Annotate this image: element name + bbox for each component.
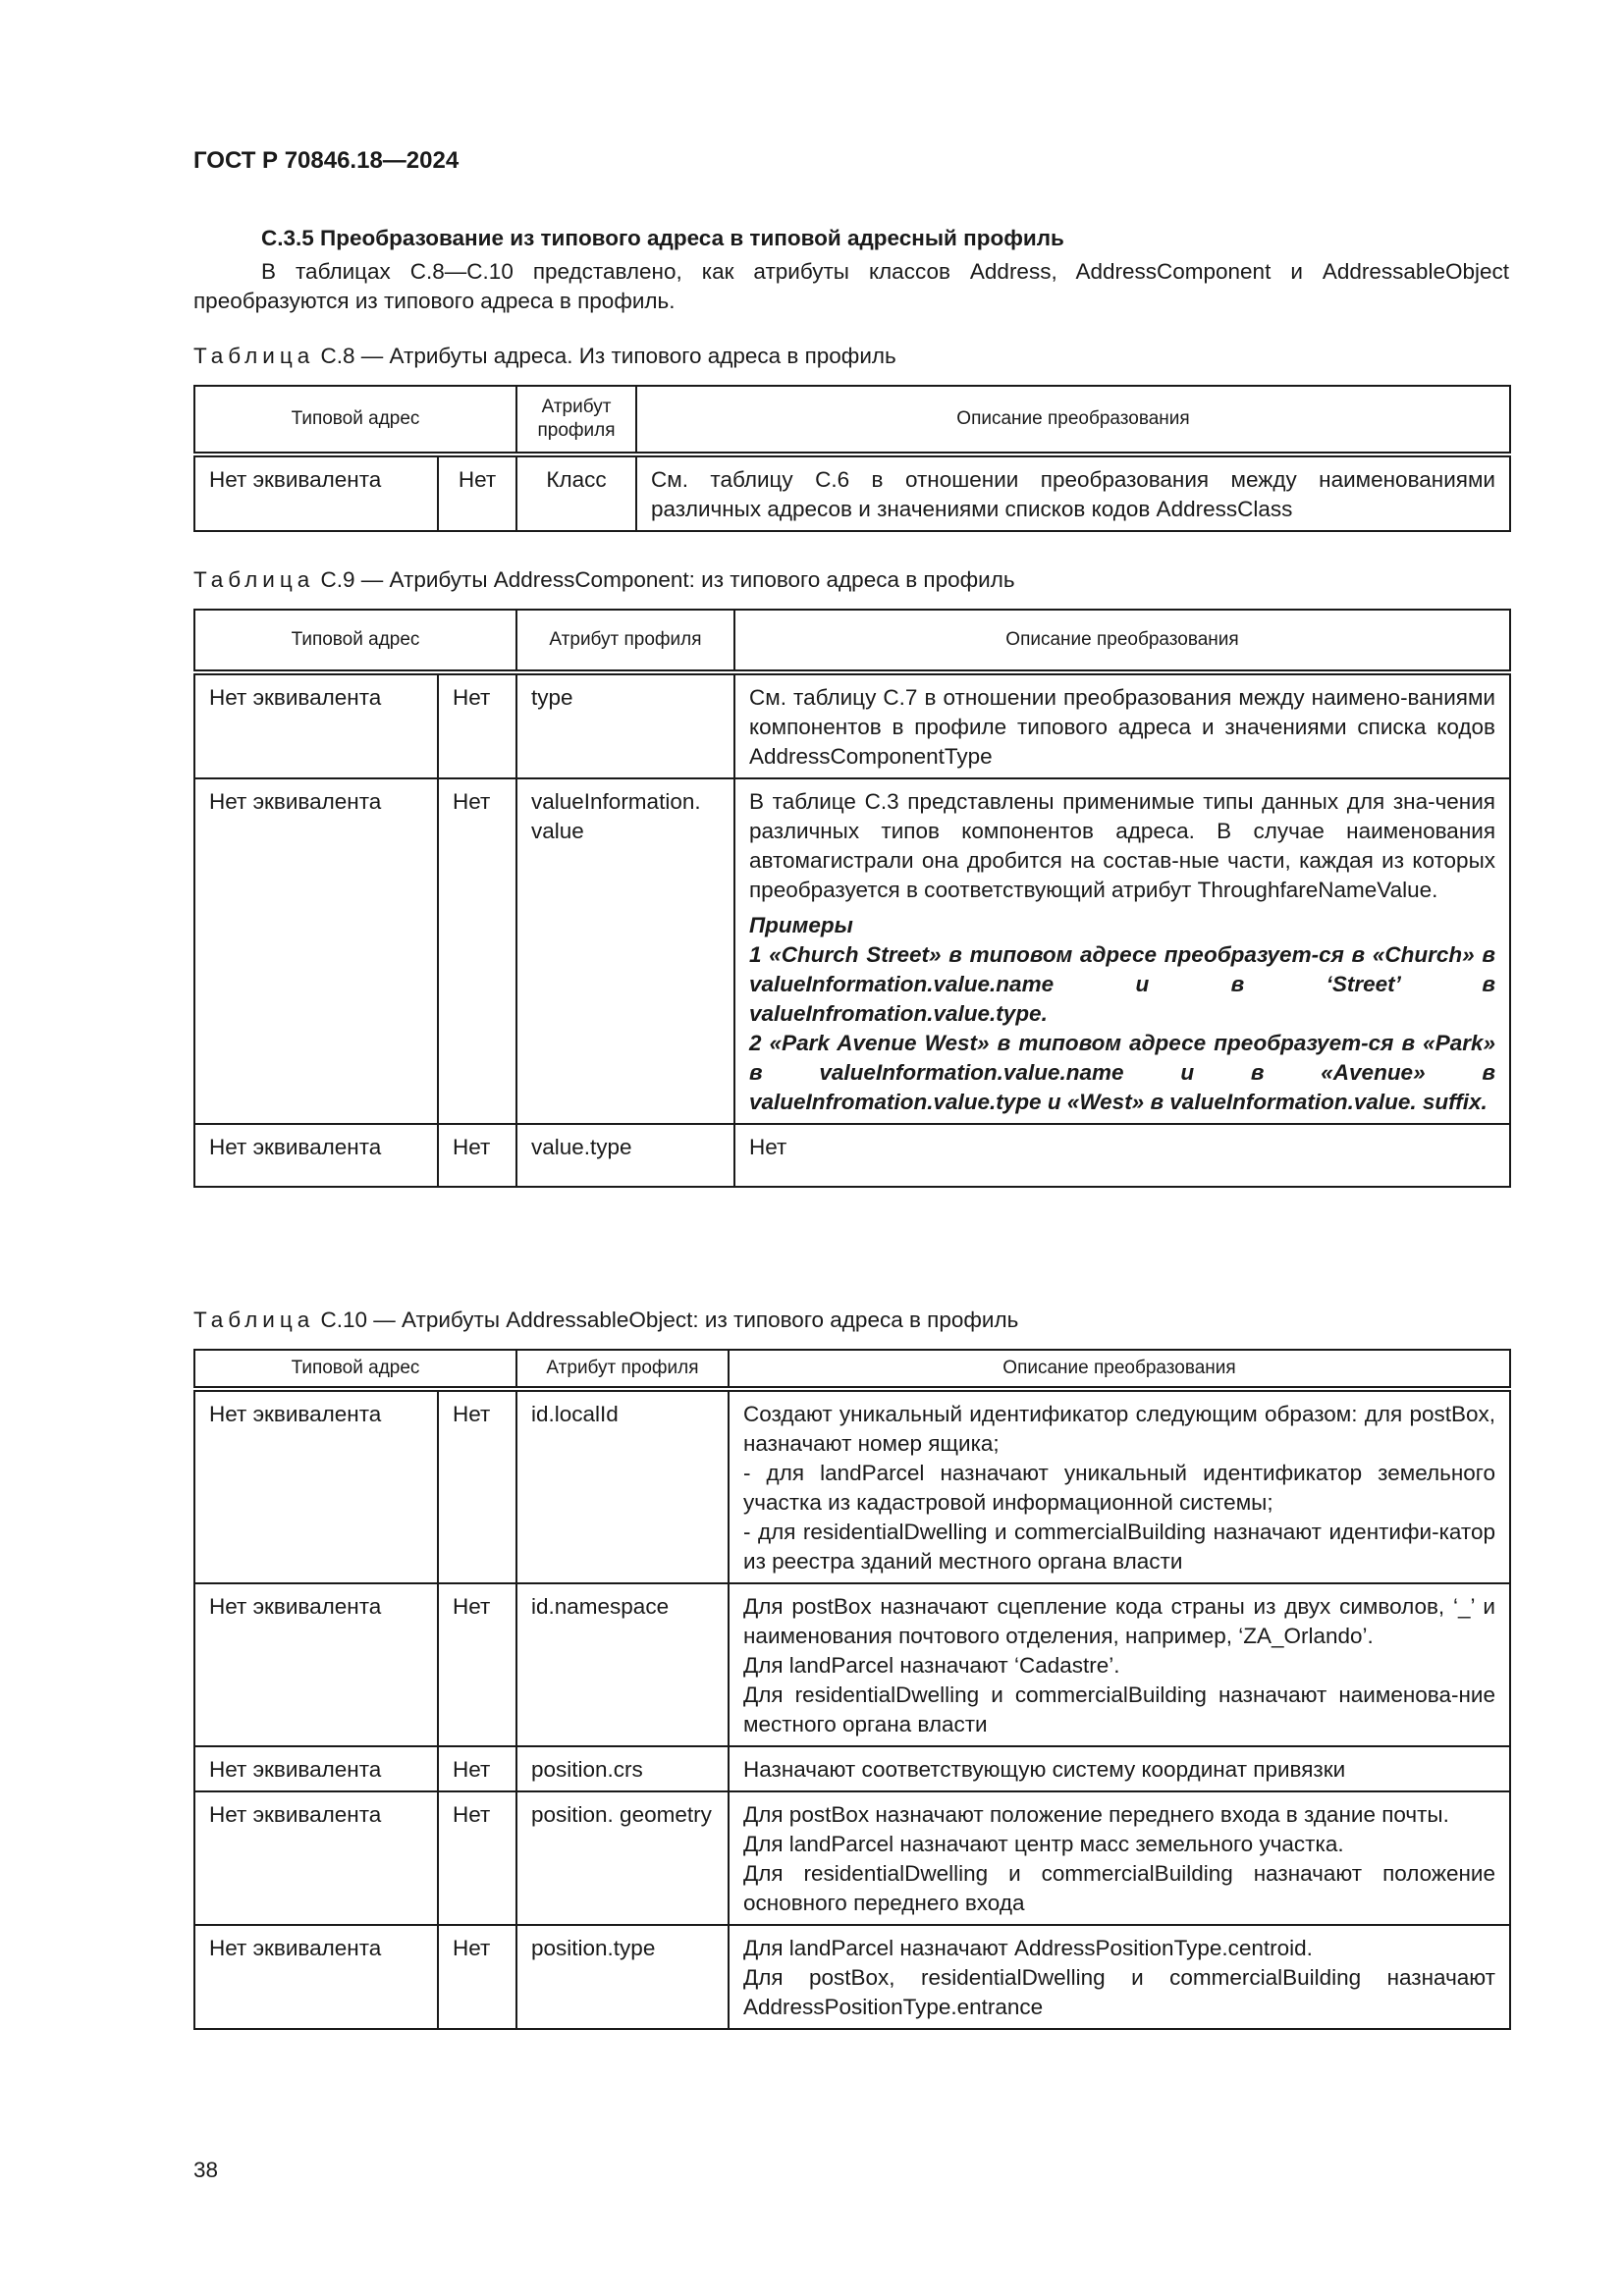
- table-cell: id.localId: [516, 1389, 729, 1583]
- table-row: [194, 1124, 1510, 1187]
- table-row: [194, 1746, 1510, 1791]
- table-header-cell: Типовой адрес: [194, 1350, 516, 1389]
- cell-line: Создают уникальный идентификатор следующим образом: для postBox, назначают номер ящика;: [743, 1402, 1495, 1456]
- table-10: [193, 1349, 1511, 2030]
- table-header-cell: Описание преобразования: [729, 1350, 1510, 1389]
- table-row: [194, 1583, 1510, 1746]
- table-cell: [729, 1583, 1510, 1746]
- example-1: 1 «Church Street» в типовом адресе преобразует-ся в «Church» в valueInformation.value.name и в ‘Street’ в valueInfromation.value.type.: [749, 942, 1495, 1026]
- table-cell: Нет: [438, 672, 516, 778]
- table-header-cell: Типовой адрес: [194, 610, 516, 672]
- table-row: [194, 454, 1510, 531]
- table-cell: [734, 778, 1510, 1124]
- table-cell: Нет эквивалента: [194, 1791, 438, 1925]
- table-cell: Нет эквивалента: [194, 1583, 438, 1746]
- table-cell: Нет: [438, 1583, 516, 1746]
- cell-description: В таблице С.3 представлены применимые типы данных для зна-чения различных типов компонентов адреса. В случае наименования автомагистрали она дробится на состав-ные части, каждая из которых преобразуется в соответствующий атрибут ThroughfareNameValue.: [749, 789, 1495, 902]
- table-cell: id.namespace: [516, 1583, 729, 1746]
- table-cell: position.crs: [516, 1746, 729, 1791]
- table-row: [194, 1925, 1510, 2029]
- cell-line: - для landParcel назначают уникальный идентификатор земельного участка из кадастровой информационной системы;: [743, 1461, 1495, 1515]
- table-cell: Нет: [438, 454, 516, 531]
- table-cell: Нет эквивалента: [194, 672, 438, 778]
- cell-line: Для landParcel назначают центр масс земельного участка.: [743, 1832, 1344, 1856]
- table-row: [194, 1791, 1510, 1925]
- table-cell: type: [516, 672, 734, 778]
- table-cell: Нет эквивалента: [194, 778, 438, 1124]
- table-header-cell: Атрибут профиля: [516, 386, 636, 454]
- table-cell: position.type: [516, 1925, 729, 2029]
- table-cell: Нет: [438, 1791, 516, 1925]
- table-cell: Нет эквивалента: [194, 1124, 438, 1187]
- table-9-caption: Таблица С.9 — Атрибуты AddressComponent: из типового адреса в профиль: [193, 567, 1015, 592]
- page-number: 38: [193, 2158, 219, 2182]
- table-cell: См. таблицу С.6 в отношении преобразования между наименованиями различных адресов и значениями списков кодов AddressClass: [636, 454, 1510, 531]
- table-cell: Нет эквивалента: [194, 1925, 438, 2029]
- table-cell: Нет: [438, 1746, 516, 1791]
- table-cell: Нет эквивалента: [194, 454, 438, 531]
- table-cell: Класс: [516, 454, 636, 531]
- table-cell: Нет: [438, 1124, 516, 1187]
- cell-line: Назначают соответствующую систему координат привязки: [743, 1757, 1346, 1782]
- cell-line: Для residentialDwelling и commercialBuilding назначают наименова-ние местного органа власти: [743, 1682, 1495, 1736]
- table-cell: См. таблицу С.7 в отношении преобразования между наимено-ваниями компонентов в профиле типового адреса и значениями списка кодов AddressComponentType: [734, 672, 1510, 778]
- table-row: [194, 672, 1510, 778]
- table-10-caption: Таблица С.10 — Атрибуты AddressableObject: из типового адреса в профиль: [193, 1308, 1019, 1332]
- cell-line: Для residentialDwelling и commercialBuilding назначают положение основного переднего входа: [743, 1861, 1495, 1915]
- table-cell: Нет эквивалента: [194, 1746, 438, 1791]
- examples-title: Примеры: [749, 913, 853, 937]
- document-header: ГОСТ Р 70846.18—2024: [193, 147, 460, 174]
- table-row: [194, 778, 1510, 1124]
- table-header-cell: Атрибут профиля: [516, 610, 734, 672]
- cell-line: - для residentialDwelling и commercialBuilding назначают идентифи-катор из реестра зданий местного органа власти: [743, 1520, 1495, 1574]
- section-title: С.3.5 Преобразование из типового адреса в типовой адресный профиль: [261, 226, 1064, 250]
- table-header-cell: Описание преобразования: [734, 610, 1510, 672]
- cell-line: Для postBox назначают сцепление кода страны из двух символов, ‘_’ и наименования почтового отделения, например, ‘ZA_Orlando’.: [743, 1594, 1495, 1648]
- table-cell: [729, 1389, 1510, 1583]
- table-9: [193, 609, 1511, 1188]
- example-2: 2 «Park Avenue West» в типовом адресе преобразует-ся в «Park» в valueInformation.value.name и в «Avenue» в valueInfromation.value.type и «West» в valueInformation.value. suffix.: [749, 1031, 1495, 1114]
- table-cell: Нет: [438, 1925, 516, 2029]
- intro-paragraph: В таблицах С.8—С.10 представлено, как атрибуты классов Address, AddressComponent и AddressableObject преобразуются из типового адреса в профиль.: [193, 259, 1509, 313]
- table-cell: [729, 1925, 1510, 2029]
- table-cell: Нет: [734, 1124, 1510, 1187]
- table-header-cell: Типовой адрес: [194, 386, 516, 454]
- table-cell: Нет эквивалента: [194, 1389, 438, 1583]
- cell-line: Для landParcel назначают ‘Cadastre’.: [743, 1653, 1120, 1678]
- cell-line: Для postBox назначают положение переднего входа в здание почты.: [743, 1802, 1449, 1827]
- cell-line: Для landParcel назначают AddressPositionType.centroid.: [743, 1936, 1313, 1960]
- table-cell: Нет: [438, 1389, 516, 1583]
- table-cell: position. geometry: [516, 1791, 729, 1925]
- table-cell: value.type: [516, 1124, 734, 1187]
- table-cell: [729, 1791, 1510, 1925]
- cell-line: Для postBox, residentialDwelling и commercialBuilding назначают AddressPositionType.entrance: [743, 1965, 1495, 2019]
- table-header-cell: Описание преобразования: [636, 386, 1510, 454]
- table-cell: Нет: [438, 778, 516, 1124]
- table-8-caption: Таблица С.8 — Атрибуты адреса. Из типового адреса в профиль: [193, 344, 896, 368]
- table-cell: [729, 1746, 1510, 1791]
- table-header-cell: Атрибут профиля: [516, 1350, 729, 1389]
- table-row: [194, 1389, 1510, 1583]
- table-8: [193, 385, 1511, 532]
- table-cell: valueInformation. value: [516, 778, 734, 1124]
